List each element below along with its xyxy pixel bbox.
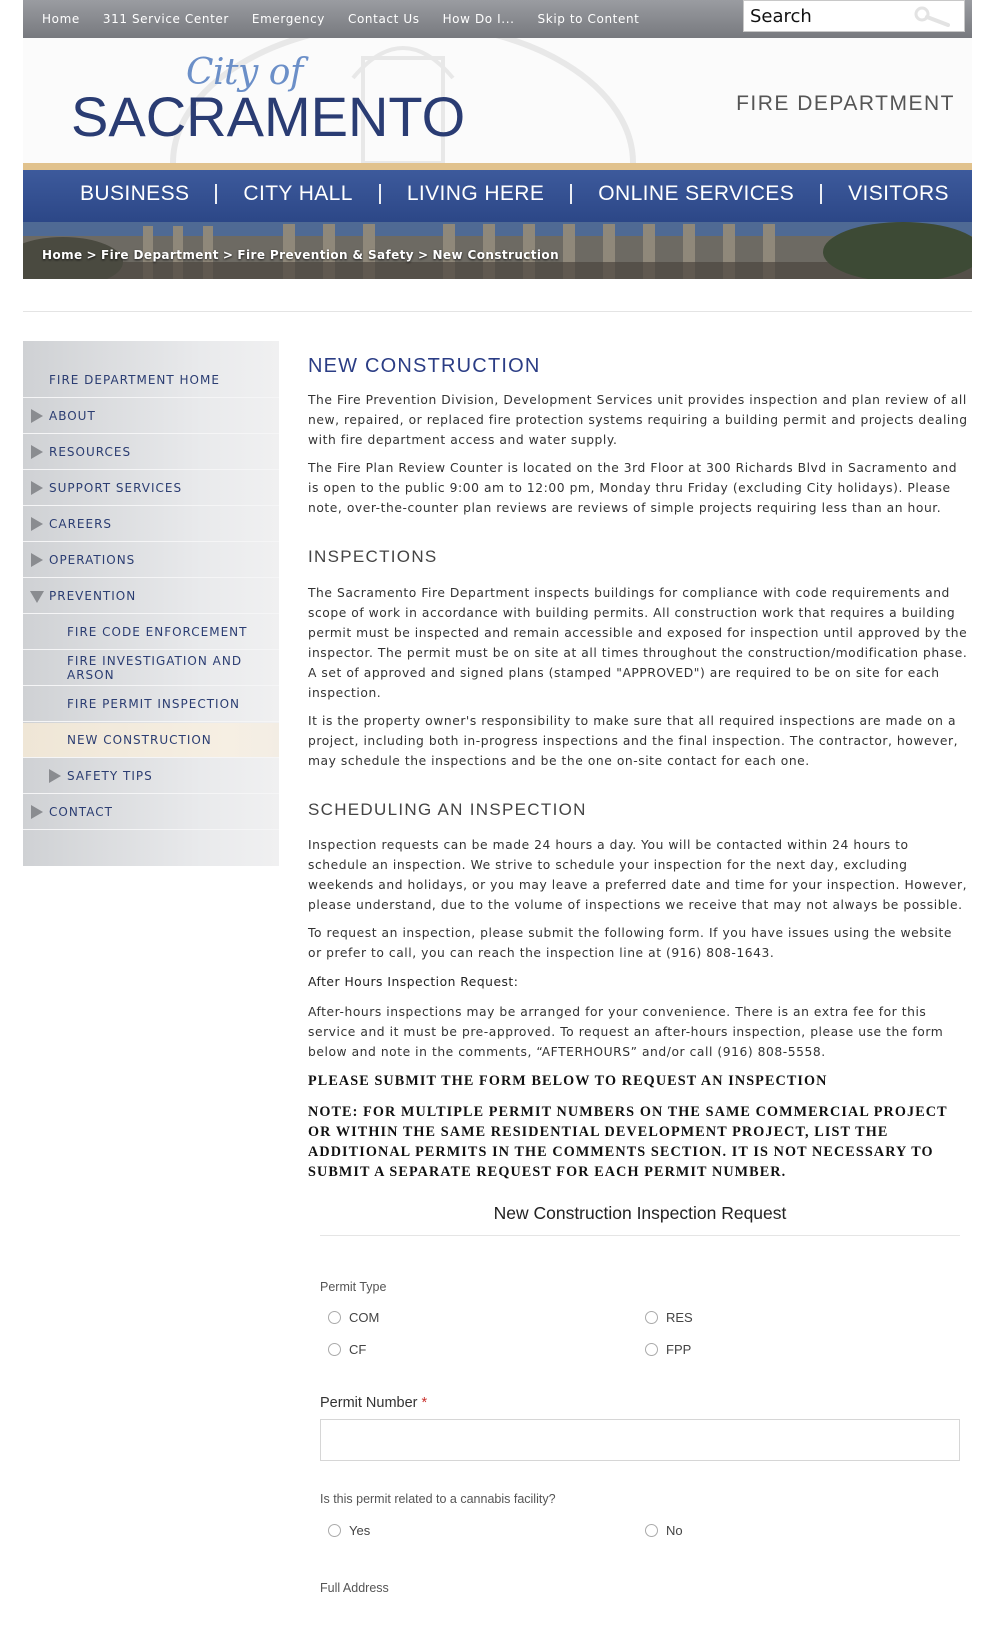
expand-arrow-icon[interactable]: [49, 769, 61, 783]
sidebar-item-fire-department-home[interactable]: [23, 363, 279, 398]
permit-number-label-text: Permit Number: [320, 1395, 418, 1411]
sidebar-item-contact[interactable]: [23, 795, 279, 830]
nav-separator: [379, 184, 381, 204]
expand-arrow-icon[interactable]: [31, 517, 43, 531]
sidebar-item-label: SAFETY TIPS: [67, 769, 153, 783]
permit-type-fpp-radio[interactable]: [645, 1342, 691, 1357]
permit-type-cf-radio[interactable]: [328, 1342, 366, 1357]
radio-circle[interactable]: [328, 1311, 341, 1324]
logo-city-of: City of: [186, 52, 303, 93]
sidebar-item-operations[interactable]: [23, 543, 279, 578]
nav-separator: [570, 184, 572, 204]
radio-label: No: [666, 1523, 683, 1538]
department-name: FIRE DEPARTMENT: [736, 92, 955, 115]
utility-link-home[interactable]: Home: [42, 12, 80, 26]
inspections-paragraph-2: It is the property owner's responsibility to make sure that all required inspections are made on a project, including both in-progress inspections and the final inspection. The contractor, however, may schedule the inspections and be the one on-site contact for each one.: [308, 714, 959, 768]
intro-paragraph-2: The Fire Plan Review Counter is located on the 3rd Floor at 300 Richards Blvd in Sacramento and is open to the public 9:00 am to 12:00 pm, Monday thru Friday (excluding City holidays). Please note, over-the-counter plan reviews are reviews of simple projects requiring less than an hour.: [308, 461, 958, 515]
sidebar-item-label: FIRE DEPARTMENT HOME: [49, 373, 220, 387]
sidebar-item-label: PREVENTION: [49, 589, 137, 603]
permit-type-com-radio[interactable]: [328, 1310, 379, 1325]
expand-arrow-icon[interactable]: [31, 805, 43, 819]
radio-circle[interactable]: [645, 1524, 658, 1537]
nav-separator: [820, 184, 822, 204]
utility-link-contact[interactable]: Contact Us: [348, 12, 420, 26]
sidebar-item-label: SUPPORT SERVICES: [49, 481, 183, 495]
header-photo-strip: [23, 222, 972, 279]
collapse-arrow-icon[interactable]: [30, 591, 44, 603]
utility-link-emergency[interactable]: Emergency: [251, 12, 326, 26]
radio-label: FPP: [666, 1342, 692, 1357]
sidebar-item-label: NEW CONSTRUCTION: [67, 733, 212, 747]
radio-label: Yes: [349, 1523, 371, 1538]
nav-living-here[interactable]: LIVING HERE: [406, 182, 545, 205]
sidebar-item-label: CAREERS: [49, 517, 113, 531]
form-title: New Construction Inspection Request: [493, 1203, 787, 1223]
scheduling-paragraph-2: To request an inspection, please submit the following form. If you have issues using the website or prefer to call, you can reach the inspection line at (916) 808-1643.: [308, 926, 952, 960]
nav-separator: [215, 184, 217, 204]
sidebar-item-label: FIRE INVESTIGATION AND ARSON: [67, 654, 243, 682]
inspections-heading: INSPECTIONS: [308, 547, 438, 566]
radio-label: CF: [349, 1342, 367, 1357]
sidebar-item-fire-code-enforcement[interactable]: [23, 615, 279, 650]
sidebar-item-about[interactable]: [23, 399, 279, 434]
expand-arrow-icon[interactable]: [31, 409, 43, 423]
sidebar-item-label: ABOUT: [49, 409, 96, 423]
sidebar-item-safety-tips[interactable]: [23, 759, 279, 794]
breadcrumb-home[interactable]: Home: [42, 248, 83, 262]
scheduling-heading: SCHEDULING AN INSPECTION: [308, 800, 587, 819]
after-hours-label: After Hours Inspection Request:: [308, 975, 519, 989]
radio-circle[interactable]: [328, 1343, 341, 1356]
sidebar-item-label: CONTACT: [49, 805, 113, 819]
radio-label: RES: [666, 1310, 693, 1325]
inspections-paragraph-1: The Sacramento Fire Department inspects buildings for compliance with code requirements and scope of work in accordance with building permits. All construction work that requires a building permit must be inspected and remain accessible and exposed for inspection until approved by the inspector. The permit must be on site at all times throughout the construction/modification phase. A set of approved and signed plans (stamped "APPROVED") are required to be on site for each inspection.: [308, 586, 968, 700]
gold-divider: [23, 163, 972, 170]
sidebar-item-careers[interactable]: [23, 507, 279, 542]
breadcrumb-fire-department[interactable]: Fire Department: [101, 248, 219, 262]
nav-business[interactable]: BUSINESS: [80, 182, 190, 205]
breadcrumb-current: New Construction: [432, 248, 560, 262]
sidebar-item-support-services[interactable]: [23, 471, 279, 506]
sidebar-item-resources[interactable]: [23, 435, 279, 470]
breadcrumb: [42, 248, 559, 262]
permit-type-label: Permit Type: [320, 1280, 387, 1294]
sidebar-item-label: FIRE CODE ENFORCEMENT: [67, 625, 248, 639]
expand-arrow-icon[interactable]: [31, 481, 43, 495]
search-box: [743, 0, 965, 32]
logo-sacramento[interactable]: SACRAMENTO: [71, 85, 466, 148]
sidebar-item-fire-permit-inspection[interactable]: [23, 687, 279, 722]
expand-arrow-icon[interactable]: [31, 553, 43, 567]
utility-link-how-do-i[interactable]: How Do I...: [442, 12, 515, 26]
sidebar-item-label: FIRE PERMIT INSPECTION: [67, 697, 240, 711]
breadcrumb-fire-prevention[interactable]: Fire Prevention & Safety: [237, 248, 415, 262]
header-divider: [23, 311, 972, 312]
sidebar-item-prevention[interactable]: [23, 579, 279, 614]
multiple-permits-note: NOTE: FOR MULTIPLE PERMIT NUMBERS ON THE SAME COMMERCIAL PROJECT OR WITHIN THE SAME RESIDENTIAL DEVELOPMENT PROJECT, LIST THE ADDITIONAL PERMITS IN THE COMMENTS SECTION. IT IS NOT NECESSARY TO SUBMIT A SEPARATE REQUEST FOR EACH PERMIT NUMBER.: [308, 1104, 948, 1180]
utility-link-311[interactable]: 311 Service Center: [102, 12, 229, 26]
sidebar-item-fire-investigation[interactable]: [23, 651, 279, 686]
radio-label: COM: [349, 1310, 380, 1325]
radio-circle[interactable]: [645, 1311, 658, 1324]
radio-circle[interactable]: [328, 1524, 341, 1537]
utility-link-skip[interactable]: Skip to Content: [537, 12, 640, 26]
cannabis-no-radio[interactable]: [645, 1523, 683, 1538]
permit-type-res-radio[interactable]: [645, 1310, 693, 1325]
scheduling-paragraph-1: Inspection requests can be made 24 hours a day. You will be contacted within 24 hours to schedule an inspection. We strive to schedule your inspection for the next day, excluding weekends and holidays, or you may leave a preferred date and time for your inspection. However, please understand, due to the volume of inspections we receive that may not always be possible.: [308, 838, 968, 912]
sidebar-item-label: OPERATIONS: [49, 553, 136, 567]
breadcrumb-separator: >: [86, 248, 97, 262]
required-marker: *: [421, 1395, 428, 1411]
radio-circle[interactable]: [645, 1343, 658, 1356]
sidebar-nav: [23, 341, 279, 866]
expand-arrow-icon[interactable]: [31, 445, 43, 459]
full-address-label: Full Address: [320, 1581, 389, 1595]
permit-number-input[interactable]: [320, 1419, 960, 1461]
cannabis-label: Is this permit related to a cannabis facility?: [320, 1492, 556, 1506]
breadcrumb-separator: >: [222, 248, 234, 262]
search-icon[interactable]: [912, 5, 952, 27]
nav-city-hall[interactable]: CITY HALL: [243, 182, 353, 205]
utility-links: [42, 12, 662, 26]
utility-bar: [23, 0, 972, 38]
intro-paragraph-1: The Fire Prevention Division, Development Services unit provides inspection and plan review of all new, repaired, or replaced fire protection systems requiring a building permit and projects dealing with fire department access and water supply.: [308, 393, 968, 447]
submit-form-notice: PLEASE SUBMIT THE FORM BELOW TO REQUEST AN INSPECTION: [308, 1073, 828, 1089]
cannabis-yes-radio[interactable]: [328, 1523, 370, 1538]
sidebar-item-new-construction[interactable]: [23, 723, 279, 758]
breadcrumb-separator: >: [418, 248, 429, 262]
form-title-divider: [320, 1235, 960, 1236]
sidebar-item-label: RESOURCES: [49, 445, 132, 459]
page-title: NEW CONSTRUCTION: [308, 355, 541, 377]
permit-number-label: [320, 1395, 427, 1411]
nav-online-services[interactable]: ONLINE SERVICES: [598, 182, 795, 205]
search-input[interactable]: [744, 1, 914, 31]
after-hours-paragraph: After-hours inspections may be arranged for your convenience. There is an extra fee for this service and it must be pre-approved. To request an after-hours inspection, please use the form below and note in the comments, “AFTERHOURS” and/or call (916) 808-5558.: [308, 1005, 944, 1059]
site-header: [23, 38, 972, 163]
nav-visitors[interactable]: VISITORS: [848, 182, 949, 205]
main-nav: [23, 170, 972, 222]
